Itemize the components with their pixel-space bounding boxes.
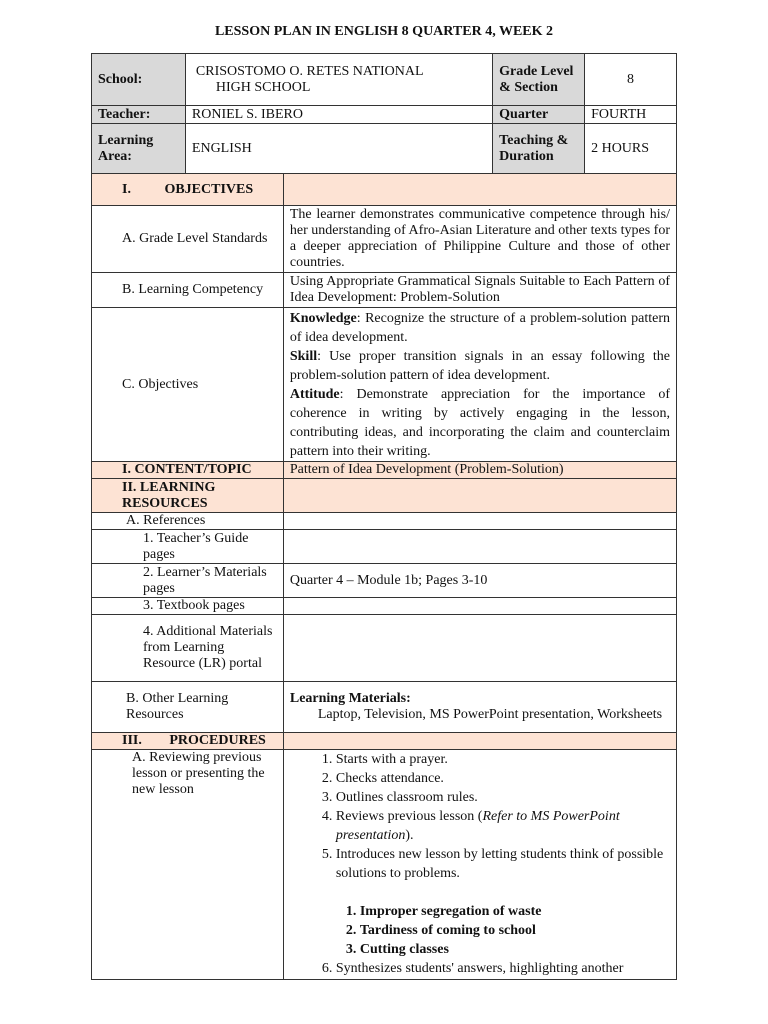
step-item: 1. Starts with a prayer. (336, 750, 670, 769)
step5-text: Introduces new lesson by letting students think of possible solutions to problems. (335, 847, 664, 881)
duration-label: Teaching & Duration (493, 124, 585, 174)
additional-materials-label: 4. Additional Materials from Learning Resource (LR) portal (92, 615, 284, 682)
skill-label: Skill (289, 348, 318, 364)
knowledge-label: Knowledge (289, 310, 357, 326)
step4-text: Reviews previous lesson ( (335, 809, 483, 824)
area-label: Learning Area: (92, 124, 186, 174)
quarter-label: Quarter (493, 106, 585, 124)
problems-list (290, 902, 670, 959)
skill-text: : Use proper transition signals in an essay following the problem-solution pattern of idea development. (289, 348, 670, 383)
step4-italic: Refer to MS PowerPoint presentation (335, 809, 620, 843)
objectives-num: I. (122, 181, 131, 197)
learning-competency-text: Using Appropriate Grammatical Signals Suitable to Each Pattern of Idea Development: Problem-Solution (283, 273, 676, 308)
teacher-label: Teacher: (92, 106, 186, 124)
textbook-label: 3. Textbook pages (92, 598, 284, 615)
learning-materials-text: Laptop, Television, MS PowerPoint presentation, Worksheets (317, 707, 663, 722)
procedures-num: III. (122, 733, 142, 748)
school-line1: CRISOSTOMO O. RETES NATIONAL (195, 63, 424, 79)
teacher-value: RONIEL S. IBERO (185, 106, 492, 124)
steps-list (290, 750, 670, 883)
step-item: 3. Outlines classroom rules. (336, 788, 670, 807)
other-resources-value (283, 682, 676, 733)
problem-item: 3. Cutting classes (360, 940, 670, 959)
header-table (91, 53, 677, 174)
step-item: 6. Synthesizes students' answers, highlighting another (336, 959, 670, 978)
objectives-heading (92, 174, 284, 206)
reviewing-lesson-steps (283, 750, 676, 980)
step-item (336, 845, 670, 883)
grade-level-standards-text: The learner demonstrates communicative competence through his/ her understanding of Afro-Asian Literature and other texts types for a deeper appreciation of Philippine Culture and those of other countries. (283, 206, 676, 273)
objectives-text (283, 308, 676, 462)
quarter-value: FOURTH (585, 106, 677, 124)
textbook-value (283, 598, 676, 615)
school-label: School: (92, 54, 186, 106)
attitude-label: Attitude (289, 386, 340, 402)
additional-materials-value (283, 615, 676, 682)
duration-value: 2 HOURS (585, 124, 677, 174)
objectives-title: OBJECTIVES (164, 181, 254, 197)
content-topic-label: I. CONTENT/TOPIC (92, 462, 284, 479)
problem-item: 2. Tardiness of coming to school (360, 921, 670, 940)
grade-value: 8 (585, 54, 677, 106)
objectives-label: C. Objectives (92, 308, 284, 462)
learning-materials-heading: Learning Materials: (289, 691, 411, 706)
other-resources-label: B. Other Learning Resources (92, 682, 284, 733)
learning-resources-blank (283, 479, 676, 513)
learning-resources-label: II. LEARNING RESOURCES (92, 479, 284, 513)
knowledge-text: : Recognize the structure of a problem-solution pattern of idea development. (289, 310, 670, 345)
page-title: LESSON PLAN IN ENGLISH 8 QUARTER 4, WEEK 2 (214, 24, 554, 39)
teachers-guide-label: 1. Teacher’s Guide pages (92, 530, 284, 564)
procedures-heading (92, 733, 284, 750)
grade-label: Grade Level & Section (493, 54, 585, 106)
step4-end: ). (405, 828, 414, 843)
steps-list-continued (290, 959, 670, 978)
procedures-heading-blank (283, 733, 676, 750)
learning-competency-label: B. Learning Competency (92, 273, 284, 308)
learners-materials-label: 2. Learner’s Materials pages (92, 564, 284, 598)
step-item: 2. Checks attendance. (336, 769, 670, 788)
teachers-guide-value (283, 530, 676, 564)
attitude-text: : Demonstrate appreciation for the importance of coherence in writing by actively engaging in the lesson, contributing ideas, and incorporating the claim and counterclaim pattern into their writing. (289, 386, 670, 459)
area-value: ENGLISH (185, 124, 492, 174)
references-label: A. References (92, 513, 284, 530)
school-line2: HIGH SCHOOL (215, 79, 311, 95)
objectives-heading-blank (283, 174, 676, 206)
learners-materials-value: Quarter 4 – Module 1b; Pages 3-10 (283, 564, 676, 598)
procedures-title: PROCEDURES (169, 733, 266, 748)
problem-item: 1. Improper segregation of waste (360, 902, 670, 921)
reviewing-lesson-label: A. Reviewing previous lesson or presenting the new lesson (92, 750, 284, 980)
content-topic-value: Pattern of Idea Development (Problem-Solution) (283, 462, 676, 479)
step-item (336, 807, 670, 845)
school-value (185, 54, 492, 106)
grade-level-standards-label: A. Grade Level Standards (92, 206, 284, 273)
main-table (91, 173, 677, 980)
references-blank (283, 513, 676, 530)
